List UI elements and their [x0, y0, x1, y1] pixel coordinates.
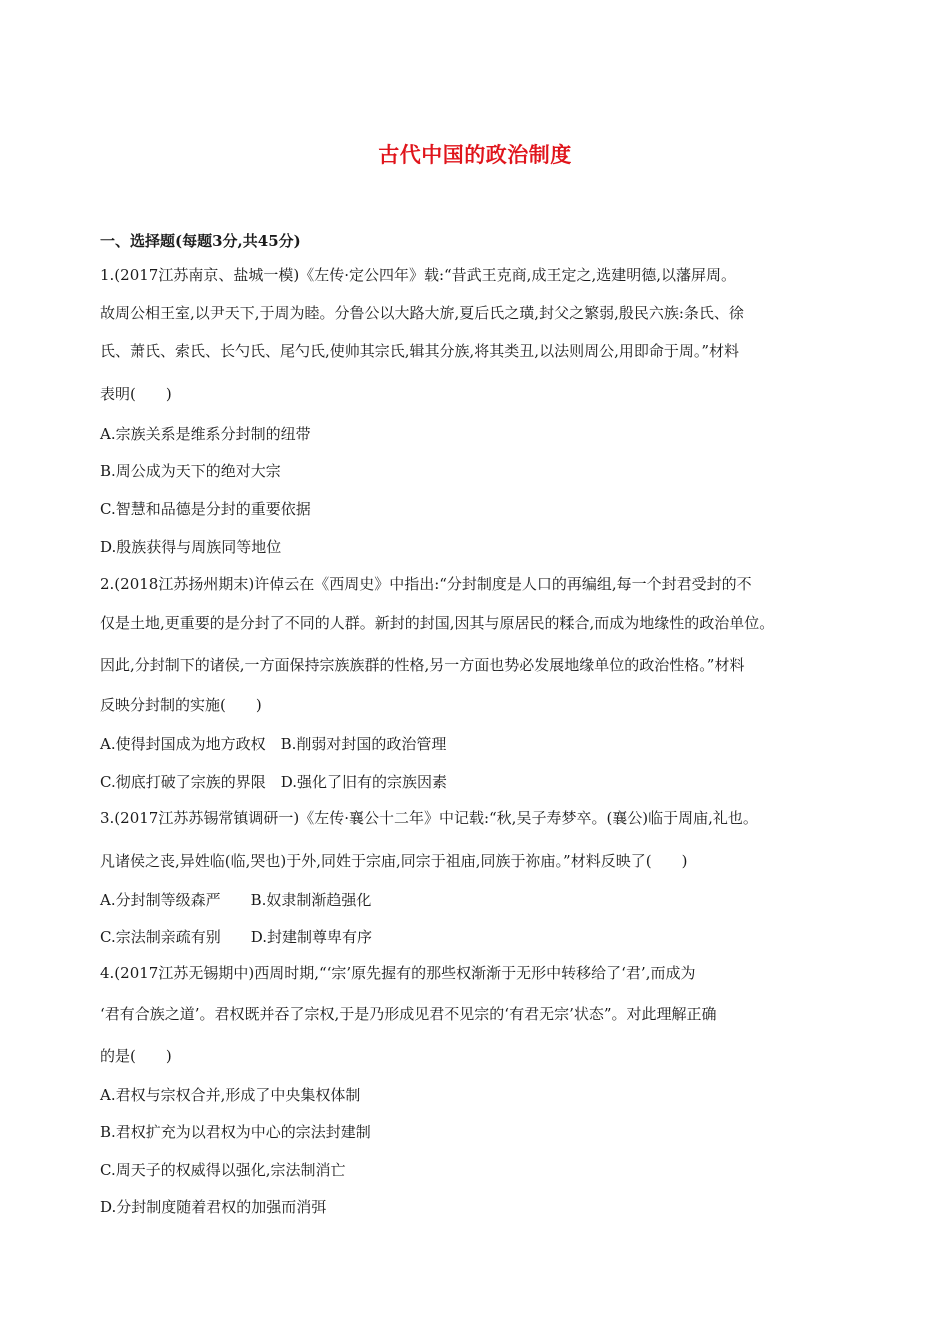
question-2-line-3: 因此,分封制下的诸侯,一方面保持宗族族群的性格,另一方面也势必发展地缘单位的政治性格。”材料	[100, 656, 745, 674]
question-4-option-c: C.周天子的权威得以强化,宗法制消亡	[100, 1161, 346, 1179]
question-1-line-3: 氏、萧氏、索氏、长勺氏、尾勺氏,使帅其宗氏,辑其分族,将其类丑,以法则周公,用即命于周。”材料	[100, 342, 740, 360]
page-title: 古代中国的政治制度	[378, 143, 572, 167]
question-4-line-1: 4.(2017江苏无锡期中)西周时期,“‘宗’原先握有的那些权渐渐于无形中转移给了‘君’,而成为	[100, 964, 696, 982]
question-1-line-1: 1.(2017江苏南京、盐城一模)《左传·定公四年》载:“昔武王克商,成王定之,选建明德,以藩屏周。	[100, 266, 736, 284]
question-3-options-cd: C.宗法制亲疏有别 D.封建制尊卑有序	[100, 928, 372, 946]
question-4-option-d: D.分封制度随着君权的加强而消弭	[100, 1198, 327, 1216]
question-3-line-2: 凡诸侯之丧,异姓临(临,哭也)于外,同姓于宗庙,同宗于祖庙,同族于祢庙。”材料反映了( )	[100, 852, 688, 870]
question-2-options-ab: A.使得封国成为地方政权 B.削弱对封国的政治管理	[100, 735, 447, 753]
question-1-option-a: A.宗族关系是维系分封制的纽带	[100, 425, 311, 443]
question-1-option-c: C.智慧和品德是分封的重要依据	[100, 500, 311, 518]
question-1-line-4: 表明( )	[100, 385, 172, 403]
question-4-line-3: 的是( )	[100, 1047, 172, 1065]
question-1-option-b: B.周公成为天下的绝对大宗	[100, 462, 281, 480]
question-2-line-4: 反映分封制的实施( )	[100, 696, 262, 714]
question-3-options-ab: A.分封制等级森严 B.奴隶制渐趋强化	[100, 891, 372, 909]
question-2-line-2: 仅是土地,更重要的是分封了不同的人群。新封的封国,因其与原居民的糅合,而成为地缘性的政治单位。	[100, 614, 775, 632]
question-4-option-a: A.君权与宗权合并,形成了中央集权体制	[100, 1086, 361, 1104]
question-1-line-2: 故周公相王室,以尹天下,于周为睦。分鲁公以大路大旂,夏后氏之璜,封父之繁弱,殷民六族:条氏、徐	[100, 304, 744, 322]
question-1-option-d: D.殷族获得与周族同等地位	[100, 538, 282, 556]
section-heading: 一、选择题(每题3分,共45分)	[100, 232, 301, 250]
question-4-line-2: ‘君有合族之道’。君权既并吞了宗权,于是乃形成见君不见宗的‘有君无宗’状态”。对此理解正确	[100, 1005, 717, 1023]
question-2-line-1: 2.(2018江苏扬州期末)许倬云在《西周史》中指出:“分封制度是人口的再编组,每一个封君受封的不	[100, 575, 752, 593]
question-4-option-b: B.君权扩充为以君权为中心的宗法封建制	[100, 1123, 371, 1141]
question-3-line-1: 3.(2017江苏苏锡常镇调研一)《左传·襄公十二年》中记载:“秋,吴子寿梦卒。(襄公)临于周庙,礼也。	[100, 809, 758, 827]
question-2-options-cd: C.彻底打破了宗族的界限 D.强化了旧有的宗族因素	[100, 773, 447, 791]
